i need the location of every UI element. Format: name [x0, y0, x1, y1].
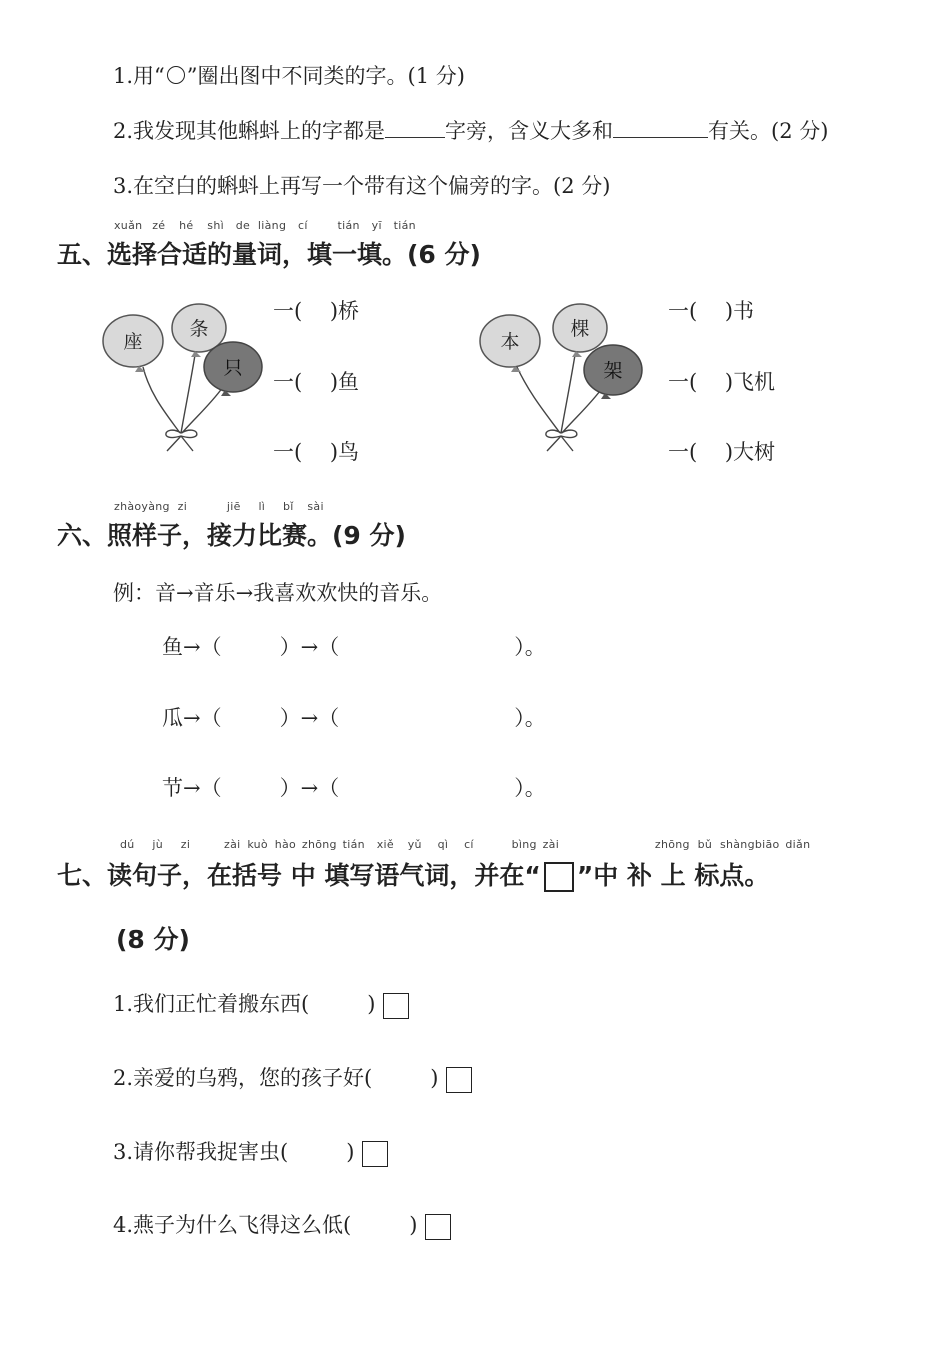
pinyin: zhōng	[301, 838, 337, 851]
square-icon	[544, 862, 574, 892]
balloon-6	[584, 345, 642, 399]
balloon-1	[103, 315, 163, 372]
pinyin: jù	[152, 838, 163, 851]
relay-mid: ）→（	[279, 776, 340, 800]
question-4-3: 3.在空白的蝌蚪上再写一个带有这个偏旁的字。(2 分)	[113, 174, 611, 198]
relay-end: ）。	[514, 776, 546, 800]
punctuation-box[interactable]	[362, 1141, 388, 1167]
q4-2-text-a: 2.我发现其他蝌蚪上的字都是	[113, 119, 386, 143]
sentence-item-1	[113, 988, 409, 1019]
measure-item-right-1[interactable]: 一( )书	[668, 299, 755, 323]
pinyin: cí	[298, 219, 308, 232]
pinyin: hé	[179, 219, 194, 232]
answer-blank-meaning[interactable]	[613, 117, 708, 138]
measure-item-left-2[interactable]: 一( )鱼	[273, 370, 360, 394]
relay-mid: ）→（	[279, 635, 340, 659]
pinyin: cí	[464, 838, 474, 851]
relay-mid: ）→（	[279, 706, 340, 730]
section-6-pinyin	[114, 500, 324, 513]
pinyin: qì	[437, 838, 449, 851]
pinyin: dú	[120, 838, 135, 851]
relay-end: ）。	[514, 706, 546, 730]
pinyin: tián	[337, 219, 360, 232]
pinyin: yǔ	[407, 838, 422, 851]
balloon-4	[480, 315, 540, 372]
sentence-text: 4.燕子为什么飞得这么低(	[113, 1213, 352, 1237]
pinyin: shàng	[719, 838, 755, 851]
section-7-pinyin	[120, 838, 880, 851]
section-7-title-b: ”中 补 上 标点。	[576, 861, 770, 890]
punctuation-box[interactable]	[425, 1214, 451, 1240]
section-7-title	[57, 856, 769, 892]
balloon-char: 条	[189, 318, 209, 340]
relay-row-3	[162, 772, 546, 802]
section-6-title: 六、照样子，接力比赛。(9 分)	[57, 521, 406, 550]
measure-item-right-3[interactable]: 一( )大树	[668, 440, 776, 464]
balloons-right-illustration	[475, 295, 655, 455]
pinyin: tián	[342, 838, 365, 851]
pinyin: zé	[152, 219, 166, 232]
sentence-close: )	[430, 1066, 439, 1090]
punctuation-box[interactable]	[446, 1067, 472, 1093]
pinyin: bìng	[511, 838, 537, 851]
pinyin: zhàoyàng	[114, 500, 170, 513]
pinyin: diǎn	[785, 838, 811, 851]
section-5-title: 五、选择合适的量词，填一填。(6 分)	[57, 240, 481, 269]
balloon-char: 座	[123, 331, 143, 353]
pinyin: tián	[393, 219, 416, 232]
pinyin: liàng	[257, 219, 287, 232]
balloon-char: 只	[223, 357, 243, 379]
pinyin: lì	[258, 500, 266, 513]
sentence-close: )	[367, 992, 376, 1016]
measure-item-right-2[interactable]: 一( )飞机	[668, 370, 776, 394]
balloons-left-illustration	[95, 295, 275, 455]
sentence-close: )	[346, 1140, 355, 1164]
pinyin: bǐ	[282, 500, 294, 513]
question-4-1	[113, 60, 465, 90]
sentence-item-4	[113, 1209, 451, 1240]
balloon-3	[204, 342, 262, 396]
pinyin: kuò	[247, 838, 268, 851]
balloon-char: 本	[500, 331, 520, 353]
pinyin: zi	[177, 500, 188, 513]
pinyin: zài	[542, 838, 560, 851]
pinyin: sài	[307, 500, 324, 513]
pinyin: jiē	[226, 500, 241, 513]
sentence-item-2	[113, 1062, 472, 1093]
q4-1-text-a: 1.用“	[113, 64, 165, 88]
pinyin: shì	[207, 219, 224, 232]
example-line: 例：音→音乐→我喜欢欢快的音乐。	[113, 581, 443, 605]
punctuation-box[interactable]	[383, 993, 409, 1019]
pinyin: biāo	[754, 838, 780, 851]
relay-end: ）。	[514, 635, 546, 659]
measure-item-left-3[interactable]: 一( )鸟	[273, 440, 360, 464]
sentence-text: 1.我们正忙着搬东西(	[113, 992, 310, 1016]
circle-icon	[167, 66, 185, 84]
relay-row-1	[162, 631, 546, 661]
section-7-score: (8 分)	[116, 925, 190, 954]
relay-row-2	[162, 702, 546, 732]
pinyin: de	[235, 219, 251, 232]
pinyin: xiě	[376, 838, 394, 851]
section-5-pinyin	[114, 219, 416, 232]
relay-start: 鱼→（	[162, 635, 222, 659]
pinyin: bǔ	[697, 838, 713, 851]
pinyin: zhōng	[654, 838, 690, 851]
q4-1-text-b: ”圈出图中不同类的字。(1 分)	[186, 64, 465, 88]
measure-item-left-1[interactable]: 一( )桥	[273, 299, 360, 323]
balloon-char: 棵	[570, 318, 590, 340]
sentence-text: 2.亲爱的乌鸦，您的孩子好(	[113, 1066, 373, 1090]
answer-blank-radical[interactable]	[385, 117, 445, 138]
pinyin: zi	[180, 838, 191, 851]
relay-start: 节→（	[162, 776, 222, 800]
q4-2-text-b: 字旁，含义大多和	[445, 119, 614, 143]
sentence-close: )	[409, 1213, 418, 1237]
sentence-item-3	[113, 1136, 388, 1167]
sentence-text: 3.请你帮我捉害虫(	[113, 1140, 289, 1164]
question-4-2	[113, 115, 828, 145]
pinyin: zài	[224, 838, 241, 851]
pinyin: yī	[371, 219, 382, 232]
relay-start: 瓜→（	[162, 706, 222, 730]
balloon-char: 架	[603, 360, 623, 382]
section-7-title-a: 七、读句子，在括号 中 填写语气词，并在“	[57, 861, 541, 890]
pinyin: xuǎn	[114, 219, 143, 232]
q4-2-text-c: 有关。(2 分)	[708, 119, 829, 143]
pinyin: hào	[274, 838, 297, 851]
